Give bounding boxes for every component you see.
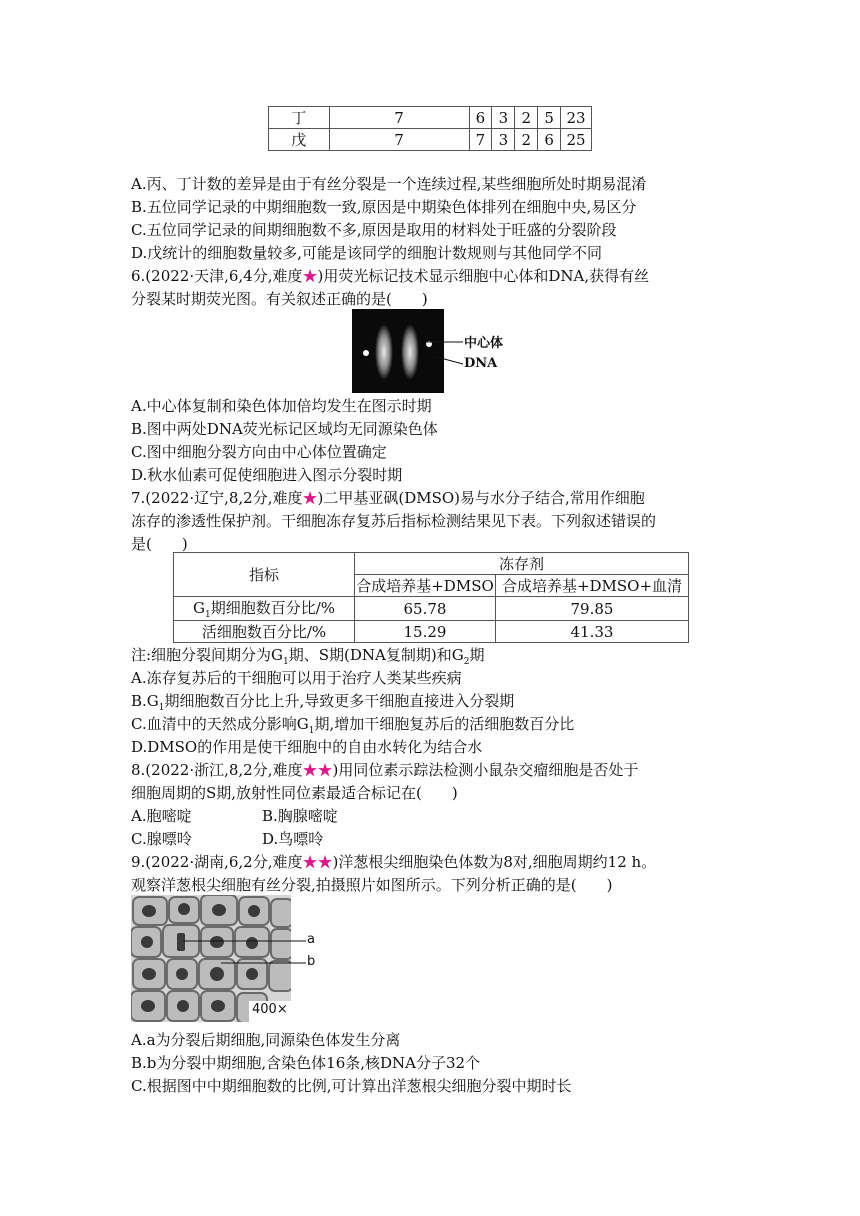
label-b: b <box>307 954 316 969</box>
table-cell: 2 <box>515 129 538 151</box>
row-label: 活细胞数百分比/% <box>174 621 355 643</box>
table-cell: 丁 <box>269 107 330 129</box>
table-cell: 7 <box>469 129 492 151</box>
q8-stem-line2: 细胞周期的S期,放射性同位素最适合标记在( ) <box>131 784 458 802</box>
q6-option-a: A.中心体复制和染色体加倍均发生在图示时期 <box>131 397 432 415</box>
q7-option-b: $B.G_1$期细胞数百分比上升,导致更多干细胞直接进入分裂期 <box>131 692 515 713</box>
table-cell: 25 <box>561 129 592 151</box>
q8-option-d: D.鸟嘌呤 <box>262 830 324 848</box>
table-cell: 65.78 <box>355 597 496 621</box>
q7-note: 注:细胞分裂间期分为$G_1$期、S期(DNA复制期)和$G_2$期 <box>131 646 485 667</box>
table-cell: 7 <box>329 129 469 151</box>
header-col1: 合成培养基+DMSO <box>355 575 496 597</box>
row-label: $G_1$期细胞数百分比/% <box>174 597 355 621</box>
header-index: 指标 <box>174 553 355 597</box>
q6-option-c: C.图中细胞分裂方向由中心体位置确定 <box>131 443 387 461</box>
q7-stem-line2: 冻存的渗透性保护剂。干细胞冻存复苏后指标检测结果见下表。下列叙述错误的 <box>131 512 657 530</box>
q8-option-b: B.胸腺嘧啶 <box>262 807 338 825</box>
dmso-table <box>173 552 689 643</box>
q7-option-a: A.冻存复苏后的干细胞可以用于治疗人类某些疾病 <box>131 669 462 687</box>
count-table <box>268 106 592 151</box>
table-cell: 15.29 <box>355 621 496 643</box>
table-row <box>269 107 592 129</box>
table-row <box>269 129 592 151</box>
difficulty-star-icon: ★ <box>302 267 318 285</box>
q8-stem: 8.(2022·浙江,8,2分,难度★★)用同位素示踪法检测小鼠杂交瘤细胞是否处于 <box>131 761 639 779</box>
q6-stem-line2: 分裂某时期荧光图。有关叙述正确的是( ) <box>131 290 428 308</box>
q7-stem: 7.(2022·辽宁,8,2分,难度★)二甲基亚砜(DMSO)易与水分子结合,常用作细胞 <box>131 489 645 507</box>
table-row <box>174 597 689 621</box>
table-row <box>174 621 689 643</box>
label-a: a <box>307 932 315 947</box>
q7-stem-line3: 是( ) <box>131 535 188 553</box>
table-cell: 6 <box>538 129 561 151</box>
difficulty-star-icon: ★ <box>302 489 318 507</box>
q6-option-d: D.秋水仙素可促使细胞进入图示分裂时期 <box>131 466 403 484</box>
leader-lines <box>425 330 465 370</box>
q6-option-b: B.图中两处DNA荧光标记区域均无同源染色体 <box>131 420 438 438</box>
q7-option-d: D.DMSO的作用是使干细胞中的自由水转化为结合水 <box>131 738 483 756</box>
header-col2: 合成培养基+DMSO+血清 <box>496 575 689 597</box>
q5-option-b: B.五位同学记录的中期细胞数一致,原因是中期染色体排列在细胞中央,易区分 <box>131 198 637 216</box>
difficulty-star-icon: ★★ <box>302 853 333 871</box>
header-group: 冻存剂 <box>355 553 689 575</box>
q9-stem: 9.(2022·湖南,6,2分,难度★★)洋葱根尖细胞染色体数为8对,细胞周期约12 h。 <box>131 853 657 871</box>
q5-option-d: D.戊统计的细胞数量较多,可能是该同学的细胞计数规则与其他同学不同 <box>131 244 603 262</box>
table-row <box>174 553 689 575</box>
q9-option-c: C.根据图中中期细胞数的比例,可计算出洋葱根尖细胞分裂中期时长 <box>131 1077 572 1095</box>
table-cell: 戊 <box>269 129 330 151</box>
table-cell: 79.85 <box>496 597 689 621</box>
q8-option-c: C.腺嘌呤 <box>131 830 192 848</box>
label-dna: DNA <box>464 356 498 371</box>
q9-stem-line2: 观察洋葱根尖细胞有丝分裂,拍摄照片如图所示。下列分析正确的是( ) <box>131 876 613 894</box>
table-cell: 41.33 <box>496 621 689 643</box>
table-cell: 7 <box>329 107 469 129</box>
table-cell: 5 <box>538 107 561 129</box>
table-cell: 3 <box>492 129 515 151</box>
table-cell: 2 <box>515 107 538 129</box>
q6-stem: 6.(2022·天津,6,4分,难度★)用荧光标记技术显示细胞中心体和DNA,获得有丝 <box>131 267 650 285</box>
table-cell: 23 <box>561 107 592 129</box>
magnification-label: 400× <box>252 1002 288 1017</box>
q5-option-a: A.丙、丁计数的差异是由于有丝分裂是一个连续过程,某些细胞所处时期易混淆 <box>131 175 647 193</box>
table-cell: 6 <box>469 107 492 129</box>
q7-option-c: C.血清中的天然成分影响$G_1$期,增加干细胞复苏后的活细胞数百分比 <box>131 715 575 736</box>
q9-option-a: A.a为分裂后期细胞,同源染色体发生分离 <box>131 1031 401 1049</box>
q5-option-c: C.五位同学记录的间期细胞数不多,原因是取用的材料处于旺盛的分裂阶段 <box>131 221 617 239</box>
q9-option-b: B.b为分裂中期细胞,含染色体16条,核DNA分子32个 <box>131 1054 481 1072</box>
onion-root-tip-micrograph <box>131 895 291 1022</box>
difficulty-star-icon: ★★ <box>302 761 333 779</box>
table-cell: 3 <box>492 107 515 129</box>
label-centrosome: 中心体 <box>464 336 504 351</box>
q8-option-a: A.胞嘧啶 <box>131 807 192 825</box>
